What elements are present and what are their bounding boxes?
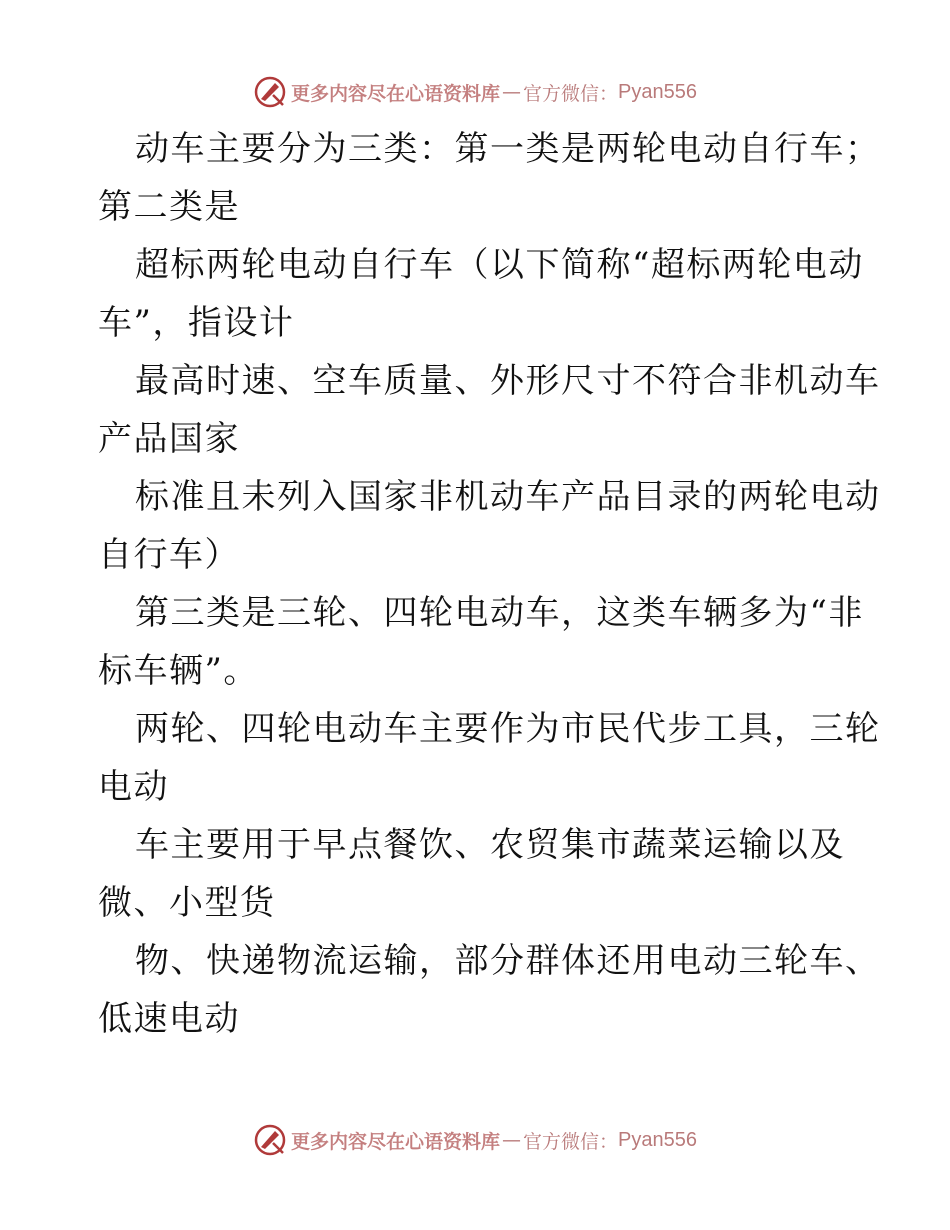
text-line: 超标两轮电动自行车（以下简称“超标两轮电动 <box>135 245 864 285</box>
text-line: 自行车） <box>98 535 240 575</box>
watermark-dash: — <box>502 81 522 103</box>
text-line: 标车辆”。 <box>98 651 259 691</box>
text-line: 两轮、四轮电动车主要作为市民代步工具，三轮 <box>135 709 881 749</box>
text-line: 车主要用于早点餐饮、农贸集市蔬菜运输以及 <box>135 825 845 865</box>
text-line: 第二类是 <box>98 187 240 227</box>
text-line: 最高时速、空车质量、外形尺寸不符合非机动车 <box>135 361 881 401</box>
text-line: 第三类是三轮、四轮电动车，这类车辆多为“非 <box>135 593 864 633</box>
logo-icon <box>253 1123 287 1157</box>
watermark-label: 官方微信： <box>523 82 619 105</box>
text-line: 微、小型货 <box>98 883 276 923</box>
text-line: 低速电动 <box>98 999 240 1039</box>
document-body <box>98 120 881 1048</box>
logo-icon <box>253 75 287 109</box>
watermark-label: 官方微信： <box>523 1130 619 1153</box>
text-line: 电动 <box>98 767 169 807</box>
text-line: 产品国家 <box>98 419 240 459</box>
footer-watermark <box>0 1120 950 1160</box>
watermark-brand: 更多内容尽在心语资料库 <box>291 82 501 105</box>
text-line: 物、快递物流运输，部分群体还用电动三轮车、 <box>135 941 881 981</box>
watermark-dash: — <box>502 1129 522 1151</box>
header-watermark <box>0 72 950 112</box>
text-line: 动车主要分为三类：第一类是两轮电动自行车； <box>135 129 881 169</box>
watermark-id: Pyan556 <box>618 80 697 103</box>
text-line: 标准且未列入国家非机动车产品目录的两轮电动 <box>135 477 881 517</box>
text-line: 车”，指设计 <box>98 303 295 343</box>
watermark-id: Pyan556 <box>618 1128 697 1151</box>
watermark-brand: 更多内容尽在心语资料库 <box>291 1130 501 1153</box>
